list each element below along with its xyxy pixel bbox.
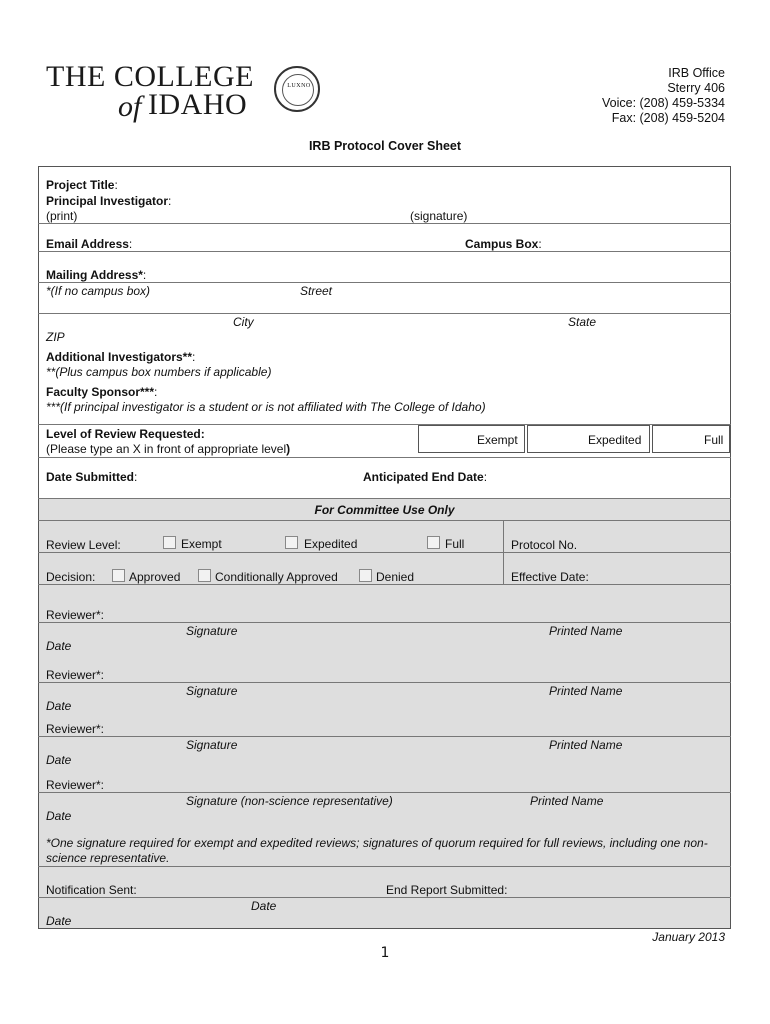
reviewer-2-date: Date [46,699,72,713]
denied-label: Denied [376,570,415,584]
email-label: Email Address: [46,237,133,251]
reviewer-3-printed-name: Printed Name [549,738,623,752]
street-label: Street [300,284,333,298]
review-exempt-label: Exempt [181,537,222,551]
campus-box-label: Campus Box: [465,237,542,251]
review-level-label: Review Level: [46,538,121,552]
additional-note: **(Plus campus box numbers if applicable) [46,365,272,379]
college-seal-icon [274,66,320,112]
review-full-label: Full [445,537,465,551]
page-title: IRB Protocol Cover Sheet [308,139,462,153]
reviewer-2-label: Reviewer*: [46,668,105,682]
level-of-review-label: Level of Review Requested: [46,427,205,441]
no-campus-box-note: *(If no campus box) [46,284,151,298]
reviewer-3-date: Date [46,753,72,767]
print-label: (print) [46,209,78,223]
approved-checkbox[interactable] [112,569,125,582]
decision-label: Decision: [46,570,96,584]
sponsor-note: ***(If principal investigator is a student or is not affiliated with The College of Idaho) [46,400,486,414]
reviewer-4-signature: Signature (non-science representative) [186,794,393,808]
state-label: State [568,315,597,329]
level-expedited-box[interactable]: Expedited [527,425,650,453]
reviewer-4-label: Reviewer*: [46,778,105,792]
page-number: 1 [380,945,390,961]
denied-checkbox[interactable] [359,569,372,582]
zip-label: ZIP [46,330,65,344]
office-fax: Fax: (208) 459-5204 [611,111,725,125]
seal-text: LUXNO [287,83,311,89]
reviewer-2-signature: Signature [186,684,238,698]
reviewer-2-printed-name: Printed Name [549,684,623,698]
reviewer-3-signature: Signature [186,738,238,752]
office-info [602,66,725,126]
approved-label: Approved [129,570,181,584]
date-submitted-label: Date Submitted: [46,470,138,484]
committee-header: For Committee Use Only [314,503,455,517]
level-note: (Please type an X in front of appropriate level) [46,442,291,456]
notification-date: Date [251,899,277,913]
end-date-label: Anticipated End Date: [363,470,488,484]
review-exempt-checkbox[interactable] [163,536,176,549]
level-full-box[interactable]: Full [652,425,730,453]
office-voice: Voice: (208) 459-5334 [601,96,725,110]
reviewer-1-signature: Signature [186,624,238,638]
level-exempt-box[interactable]: Exempt [418,425,525,453]
revision-date: January 2013 [652,930,725,944]
mailing-label: Mailing Address*: [46,268,147,282]
faculty-sponsor-label: Faculty Sponsor***: [46,385,158,399]
reviewer-3-label: Reviewer*: [46,722,105,736]
effective-date-label: Effective Date: [511,570,589,584]
end-report-label: End Report Submitted: [386,883,508,897]
end-report-date: Date [46,914,72,928]
pi-label: Principal Investigator: [46,194,172,208]
logo-of: of [118,90,142,123]
review-expedited-label: Expedited [304,537,358,551]
cond-approved-label: Conditionally Approved [215,570,338,584]
review-expedited-checkbox[interactable] [285,536,298,549]
office-name: IRB Office [668,66,725,80]
cond-approved-checkbox[interactable] [198,569,211,582]
protocol-no-label: Protocol No. [511,538,578,552]
logo-line-2: IDAHO [148,88,248,121]
office-room: Sterry 406 [667,81,725,95]
signature-label: (signature) [410,209,468,223]
additional-investigators-label: Additional Investigators**: [46,350,196,364]
notification-sent-label: Notification Sent: [46,883,137,897]
logo-line-1: THE COLLEGE [46,60,254,93]
reviewer-1-printed-name: Printed Name [549,624,623,638]
review-full-checkbox[interactable] [427,536,440,549]
city-label: City [233,315,254,329]
reviewer-4-printed-name: Printed Name [530,794,604,808]
reviewer-1-label: Reviewer*: [46,608,105,622]
signature-footnote: *One signature required for exempt and expedited reviews; signatures of quorum required for full reviews, including one non-science representative. [46,836,708,865]
reviewer-4-date: Date [46,809,72,823]
reviewer-1-date: Date [46,639,72,653]
project-title-label: Project Title: [46,178,118,192]
